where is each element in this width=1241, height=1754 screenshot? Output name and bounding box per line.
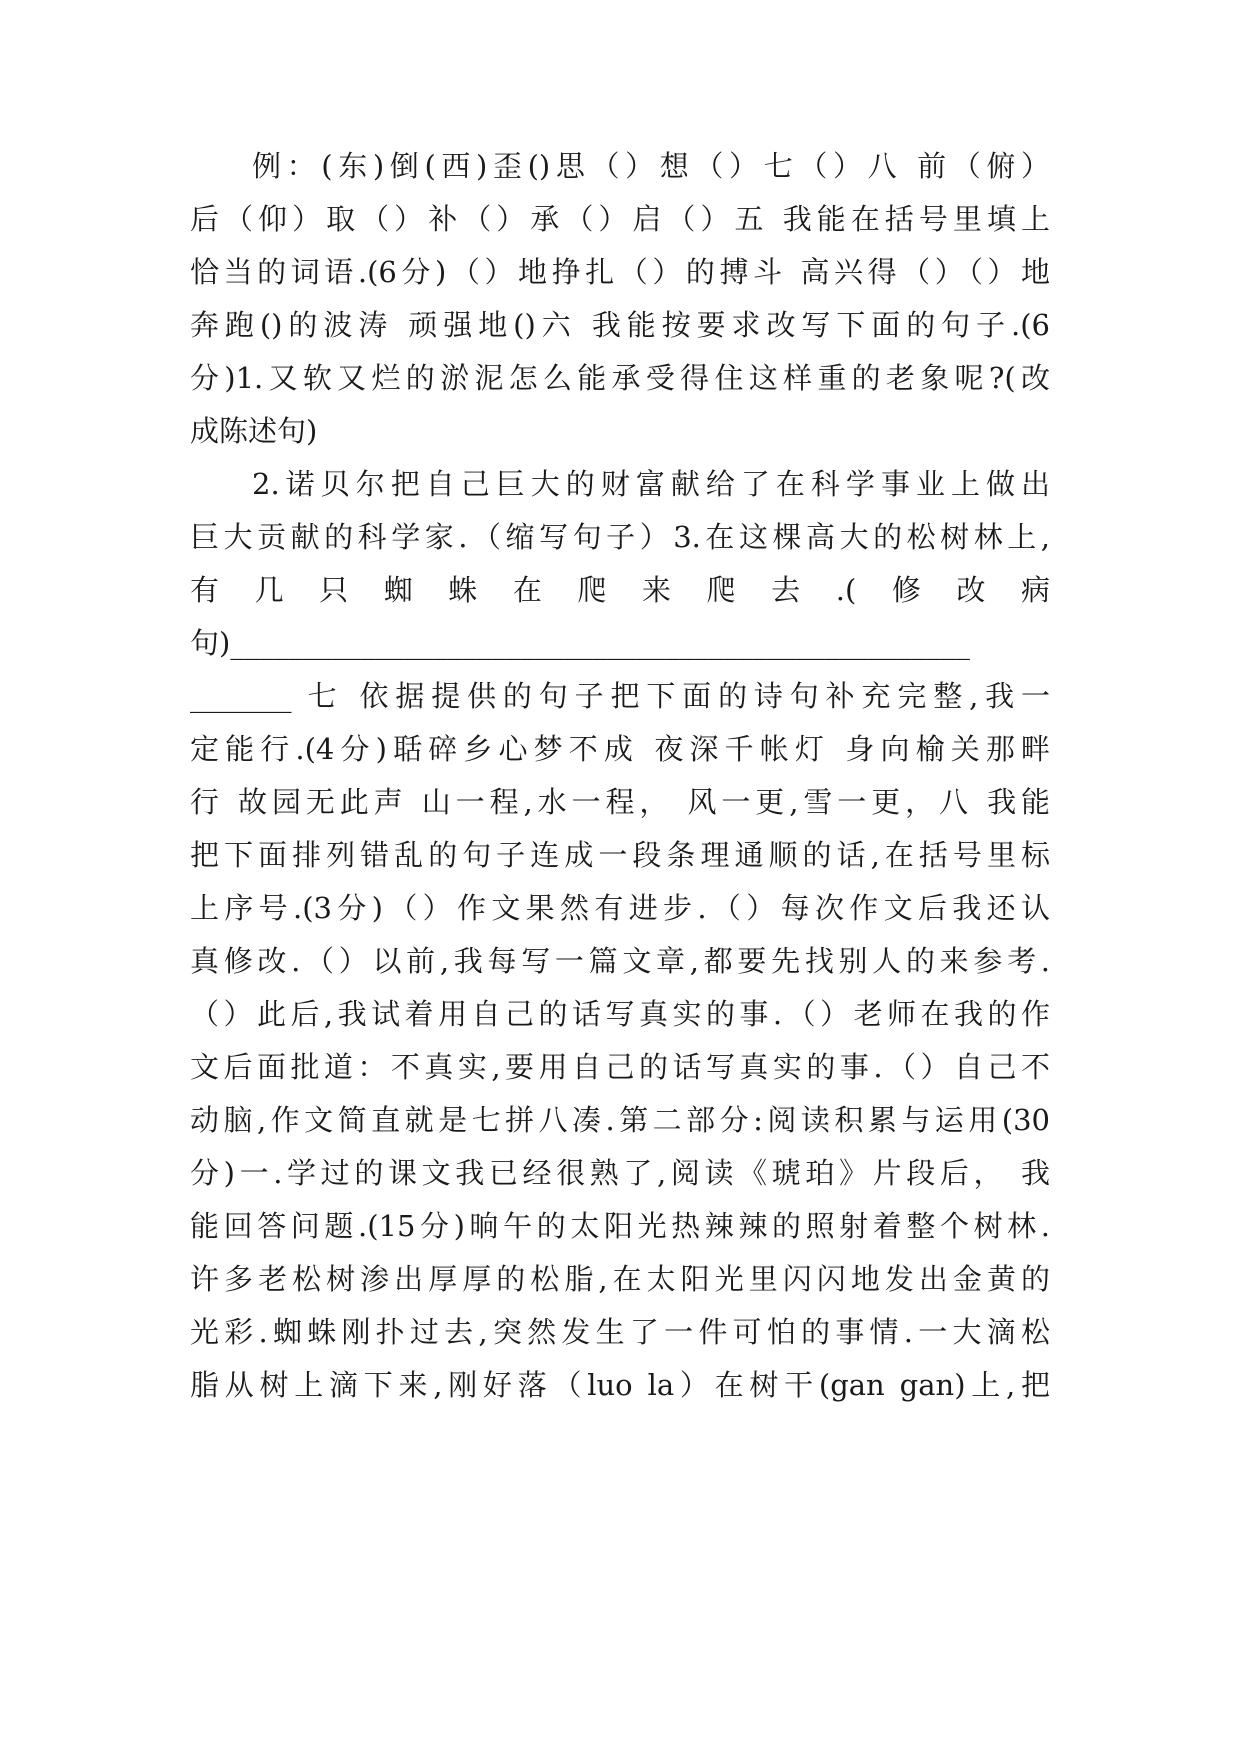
text-line: 上序号.(3分)（）作文果然有进步.（）每次作文后我还认 <box>190 891 1050 925</box>
text-line: 真修改.（）以前,我每写一篇文章,都要先找别人的来参考. <box>190 944 1050 978</box>
text-line: _______ 七 依据提供的句子把下面的诗句补充完整,我一 <box>190 679 1050 713</box>
text-line: 定能行.(4分)聒碎乡心梦不成 夜深千帐灯 身向榆关那畔 <box>190 732 1050 766</box>
text-line: 光彩.蜘蛛刚扑过去,突然发生了一件可怕的事情.一大滴松 <box>190 1315 1050 1349</box>
text-line: 例：(东)倒(西)歪()思（）想（）七（）八 前（俯） <box>252 149 1050 183</box>
text-line: 分)1.又软又烂的淤泥怎么能承受得住这样重的老象呢?(改 <box>190 361 1050 395</box>
text-line: 行 故园无此声 山一程,水一程， 风一更,雪一更，八 我能 <box>190 785 1050 819</box>
text-line: 文后面批道：不真实,要用自己的话写真实的事.（）自己不 <box>190 1050 1050 1084</box>
text-line: 奔跑()的波涛 顽强地()六 我能按要求改写下面的句子.(6 <box>190 308 1050 342</box>
text-line: 恰当的词语.(6分)（）地挣扎（）的搏斗 高兴得（）（）地 <box>190 255 1050 289</box>
text-line: 能回答问题.(15分)晌午的太阳光热辣辣的照射着整个树林. <box>190 1209 1050 1243</box>
text-line: 动脑,作文简直就是七拼八凑.第二部分:阅读积累与运用(30 <box>190 1103 1050 1137</box>
text-line: 分)一.学过的课文我已经很熟了,阅读《琥珀》片段后， 我 <box>190 1156 1050 1190</box>
text-line: 巨大贡献的科学家.（缩写句子）3.在这棵高大的松树林上, <box>190 520 1050 554</box>
text-line: 有几只蜘蛛在爬来爬去.(修改病 <box>190 573 1050 607</box>
text-line: 脂从树上滴下来,刚好落（luo la）在树干(gan gan)上,把 <box>190 1368 1050 1402</box>
text-line: 把下面排列错乱的句子连成一段条理通顺的话,在括号里标 <box>190 838 1050 872</box>
text-line: 2.诺贝尔把自己巨大的财富献给了在科学事业上做出 <box>252 467 1050 501</box>
text-line: 许多老松树渗出厚厚的松脂,在太阳光里闪闪地发出金黄的 <box>190 1262 1050 1296</box>
text-line: 后（仰）取（）补（）承（）启（）五 我能在括号里填上 <box>190 202 1050 236</box>
text-line: （）此后,我试着用自己的话写真实的事.（）老师在我的作 <box>190 997 1050 1031</box>
text-line: 成陈述句) <box>190 414 318 448</box>
text-line: 句)___________________________________________________ <box>190 626 970 660</box>
